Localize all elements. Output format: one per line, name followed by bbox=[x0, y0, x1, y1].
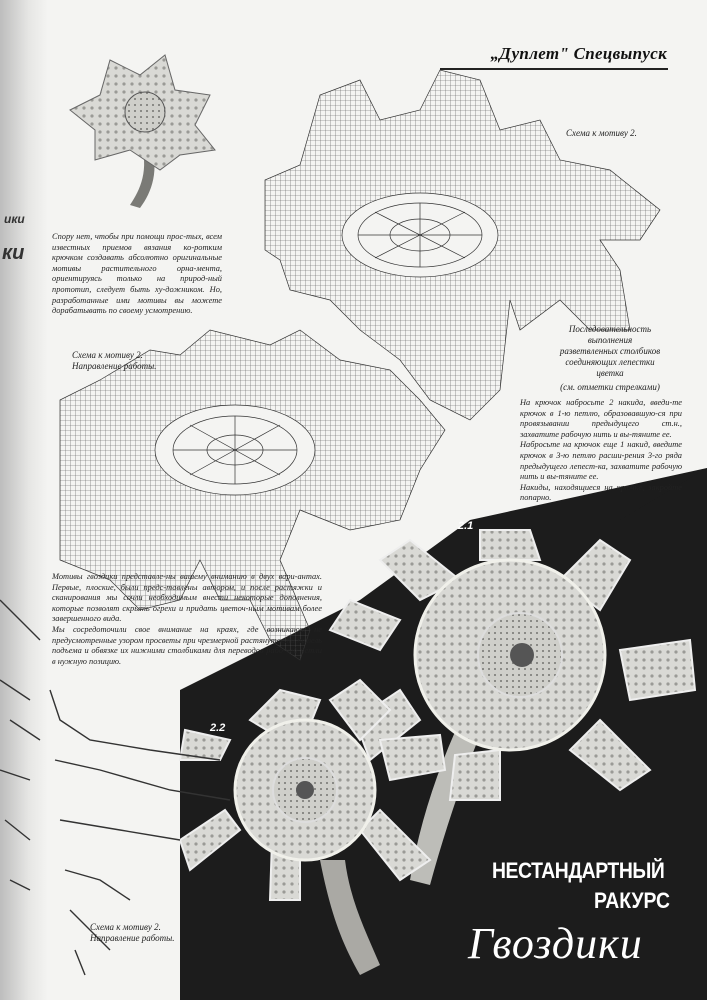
scheme-caption-left: Схема к мотиву 2. Направление работы. bbox=[72, 350, 157, 371]
intro-text: Спору нет, чтобы при помощи прос-тых, всем известных приемов вязания ко-ротким крючком создавать абсолютно оригинальные мотивы растительного орна-мента, ориентируясь только на природ-ный прототип, следует быть ху-дожником. Но, разработанные ими мотивы вы можете дорабатывать по своему усмотрению. bbox=[52, 232, 222, 316]
title-line-2: РАКУРС bbox=[594, 888, 670, 913]
photo-label-2-2: 2.2 bbox=[210, 722, 226, 734]
sequence-note: (см. отметки стрелками) bbox=[560, 382, 660, 392]
title-line-1: НЕСТАНДАРТНЫЙ bbox=[492, 858, 665, 883]
scheme-caption-bottom: Схема к мотиву 2. Направление работы. bbox=[90, 922, 175, 943]
photo-label-2-1: 2.1 bbox=[458, 520, 474, 532]
instructions-text: На крючок набросьте 2 накида, введи-те крючок в 1-ю петлю, образовавшую-ся при провязывании предыдущего ст.н., захватите рабочую нить и вы-тяните ее. Набросьте на крючок еще 1 накид, введите крючок в 3-ю петлю расши-рения 3-го ряда предыдущего лепест-ка, захватите рабочую нить и вы-тяните ее. Накиды, находящиеся на крючке, закройте попарно. bbox=[520, 398, 682, 503]
scheme-caption-top: Схема к мотиву 2. bbox=[566, 128, 637, 138]
motif-thumbnail bbox=[70, 55, 215, 208]
spine-fragment-2: ки bbox=[2, 242, 25, 264]
sequence-title: Последовательность выполнения разветвленных столбиков соединяющих лепестки цветка bbox=[559, 324, 661, 378]
spine-fragment-1: ики bbox=[4, 212, 25, 226]
title-line-3: Гвоздики bbox=[468, 919, 643, 968]
motif-description: Мотивы гвоздики представле-ны вашему вниманию в двух вари-антах. Первые, плоские, были предс-тавлены автором, и после растяжки и сканирования мы сочли необходимым внести некоторые дополнения, которые позволят скрыть огрехи и придать цветоч-ным мотивам более завершенного вида. Мы сосредоточили свое внимание на краях, где возникают не предусмотренные узором просветы при чрезмерной растянутости петель подъема и обвязке их нижними столбиками для переводов рабо-чей петли в нужную позицию. bbox=[52, 572, 322, 666]
header-rule bbox=[440, 68, 668, 70]
magazine-header: „Дуплет" Спецвыпуск bbox=[490, 44, 667, 63]
